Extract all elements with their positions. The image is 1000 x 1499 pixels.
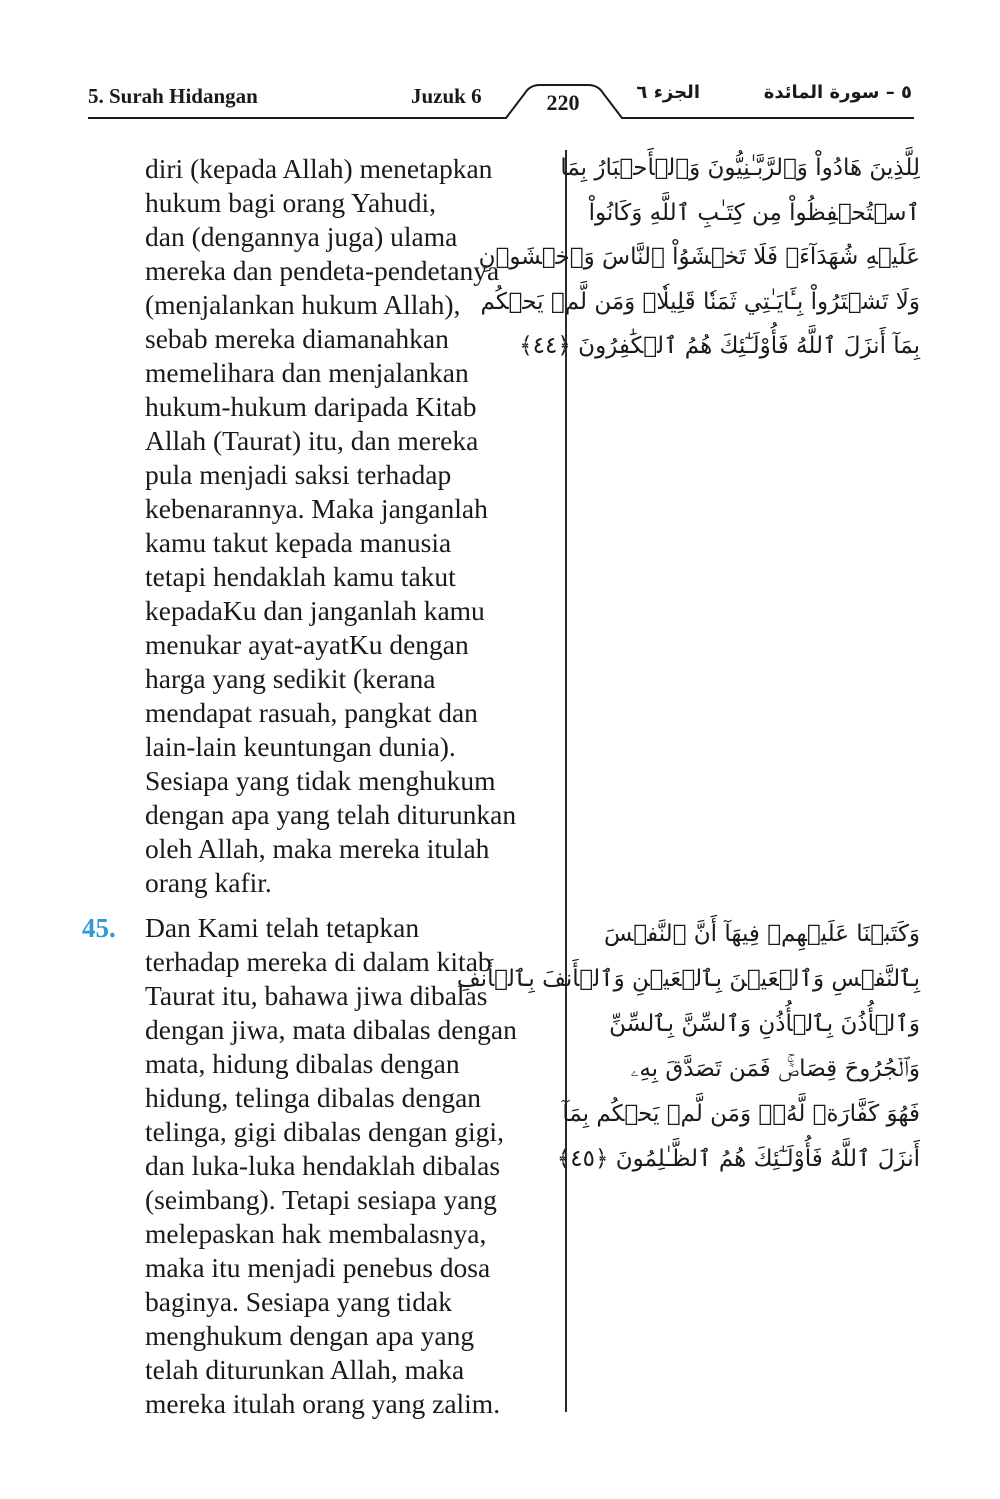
arabic-line: ٱسۡتُحۡفِظُواْ مِن كِتَـٰبِ ٱللَّهِ وَكَانُواْ — [588, 199, 920, 226]
translation-line: dan luka-luka hendaklah dibalas — [145, 1150, 501, 1181]
translation-line: kamu takut kepada manusia — [145, 527, 452, 558]
translation-line: diri (kepada Allah) menetapkan — [145, 153, 493, 184]
arabic-verse-44 — [478, 146, 920, 369]
translation-line: telah diturunkan Allah, maka — [145, 1354, 465, 1385]
arabic-line: بِٱلنَّفۡسِ وَٱلۡعَيۡنَ بِٱلۡعَيۡنِ وَٱلۡأَنفَ بِٱلۡأَنفِ — [456, 966, 920, 992]
translation-line: menghukum dengan apa yang — [145, 1320, 475, 1351]
translation-line: memelihara dan menjalankan — [145, 357, 469, 388]
translation-line: dengan jiwa, mata dibalas dengan — [145, 1014, 517, 1045]
translation-line: sebab mereka diamanahkan — [145, 323, 449, 354]
translation-line: hidung, telinga dibalas dengan — [145, 1082, 482, 1113]
translation-line: Dan Kami telah tetapkan — [145, 912, 420, 943]
arabic-line: وَٱلۡجُرُوحَ قِصَاصٞۚ فَمَن تَصَدَّقَ بِهِۦ — [630, 1056, 920, 1082]
translation-line: orang kafir. — [145, 867, 272, 898]
arabic-line: وَكَتَبۡنَا عَلَيۡهِمۡ فِيهَآ أَنَّ ٱلنَّفۡسَ — [603, 921, 920, 947]
arabic-line: وَلَا تَشۡتَرُواْ بِـَٔايَـٰتِي ثَمَنٗا قَلِيلٗاۚ وَمَن لَّمۡ يَحۡكُم — [480, 288, 920, 315]
arabic-line: لِلَّذِينَ هَادُواْ وَٱلرَّبَّـٰنِيُّونَ وَٱلۡأَحۡبَارُ بِمَا — [560, 155, 920, 181]
translation-line: mereka itulah orang yang zalim. — [145, 1388, 501, 1419]
translation-line: telinga, gigi dibalas dengan gigi, — [145, 1116, 504, 1147]
translation-line: harga yang sedikit (kerana — [145, 663, 436, 694]
translation-line: Taurat itu, bahawa jiwa dibalas — [145, 980, 488, 1011]
arabic-verse-45 — [456, 912, 920, 1182]
translation-line: (seimbang). Tetapi sesiapa yang — [145, 1184, 497, 1215]
translation-line: hukum-hukum daripada Kitab — [145, 391, 477, 422]
translation-line: baginya. Sesiapa yang tidak — [145, 1286, 452, 1317]
translation-line: dan (dengannya juga) ulama — [145, 221, 458, 252]
translation-line: terhadap mereka di dalam kitab — [145, 946, 492, 977]
verse-number: 45. — [82, 913, 116, 943]
translation-line: dengan apa yang telah diturunkan — [145, 799, 517, 830]
translation-line: lain-lain keuntungan dunia). — [145, 731, 456, 762]
translation-line: (menjalankan hukum Allah), — [145, 289, 461, 320]
page-number: 220 — [546, 90, 580, 115]
surah-title-arabic: ٥ – سورة المائدة — [763, 82, 912, 103]
juzuk-label-latin: Juzuk 6 — [411, 84, 482, 108]
arabic-line: فَهُوَ كَفَّارَةٞ لَّهُۥۚ وَمَن لَّمۡ يَحۡكُم بِمَآ — [562, 1101, 920, 1127]
translation-line: mata, hidung dibalas dengan — [145, 1048, 460, 1079]
page-header — [0, 0, 1000, 130]
translation-line: kebenarannya. Maka janganlah — [145, 493, 488, 524]
translation-line: melepaskan hak membalasnya, — [145, 1218, 487, 1249]
arabic-line: أَنزَلَ ٱللَّهُ فَأُوْلَـٰٓئِكَ هُمُ ٱلظَّـٰلِمُونَ ﴿٤٥﴾ — [556, 1146, 920, 1172]
translation-line: Sesiapa yang tidak menghukum — [145, 765, 496, 796]
arabic-line: وَٱلۡأُذُنَ بِٱلۡأُذُنِ وَٱلسِّنَّ بِٱلسِّنِّ — [609, 1011, 920, 1037]
translation-line: mereka dan pendeta-pendetanya — [145, 255, 500, 286]
translation-line: tetapi hendaklah kamu takut — [145, 561, 456, 592]
translation-line: kepadaKu dan janganlah kamu — [145, 595, 485, 626]
translation-line: Allah (Taurat) itu, dan mereka — [145, 425, 479, 456]
header-rule — [0, 0, 1000, 130]
translation-line: mendapat rasuah, pangkat dan — [145, 697, 478, 728]
surah-title-latin: 5. Surah Hidangan — [88, 84, 258, 108]
arabic-line: بِمَآ أَنزَلَ ٱللَّهُ فَأُوْلَـٰٓئِكَ هُمُ ٱلۡكَٰفِرُونَ ﴿٤٤﴾ — [519, 333, 920, 359]
juz-label-arabic: الجزء ٦ — [636, 82, 700, 103]
translation-line: menukar ayat-ayatKu dengan — [145, 629, 469, 660]
arabic-line: عَلَيۡهِ شُهَدَآءَۚ فَلَا تَخۡشَوُاْ ٱلنَّاسَ وَٱخۡشَوۡنِ — [478, 244, 920, 270]
translation-line: maka itu menjadi penebus dosa — [145, 1252, 491, 1283]
translation-line: oleh Allah, maka mereka itulah — [145, 833, 490, 864]
translation-line: pula menjadi saksi terhadap — [145, 459, 452, 490]
translation-line: hukum bagi orang Yahudi, — [145, 187, 437, 218]
